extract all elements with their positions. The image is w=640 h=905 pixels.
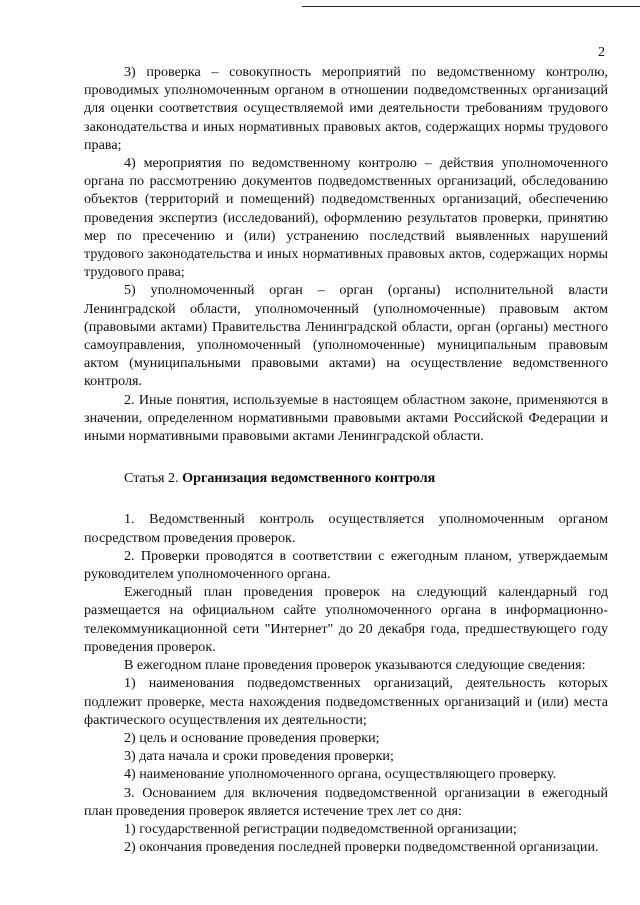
paragraph: 2. Проверки проводятся в соответствии с ежегодным планом, утверждаемым руководителем уполномоченного органа. <box>84 547 608 583</box>
list-item: 4) наименование уполномоченного органа, осуществляющего проверку. <box>124 766 557 783</box>
article-prefix: Статья 2. <box>124 470 179 487</box>
paragraph: В ежегодном плане проведения проверок указываются следующие сведения: <box>124 657 586 674</box>
paragraph: 3. Основанием для включения подведомственной организации в ежегодный план проведения проверок является истечение трех лет со дня: <box>84 784 608 819</box>
definition-4: 4) мероприятия по ведомственному контролю – действия уполномоченного органа по рассмотрению документов подведомственных организаций, обследованию объектов (территорий и помещений) подведомственных организаций, обеспечению проведения экспертиз (исследований), оформлению результатов проверки, принятию мер по пресечению и (или) устранению последствий выявленных нарушений трудового законодательства и иных нормативных правовых актов, содержащих нормы трудового права; <box>84 155 608 281</box>
other-concepts: 2. Иные понятия, используемые в настоящем областном законе, применяются в значении, определенном нормативными правовыми актами Российской Федерации и иными нормативными правовыми актами Ленинградской области. <box>84 391 608 445</box>
top-rule <box>302 6 640 7</box>
list-item: 1) государственной регистрации подведомственной организации; <box>124 820 517 837</box>
definition-3: 3) проверка – совокупность мероприятий по ведомственному контролю, проводимых уполномоченным органом в отношении подведомственных организаций для оценки соответствия осуществляемой ими деятельности требованиям трудового законодательства и иных нормативных правовых актов, содержащих нормы трудового права; <box>84 64 608 153</box>
list-item: 2) окончания проведения последней проверки подведомственной организации. <box>124 839 599 856</box>
list-item: 2) цель и основание проведения проверки; <box>124 729 380 746</box>
article-heading <box>84 469 608 487</box>
document-body <box>84 63 608 856</box>
list-item: 3) дата начала и сроки проведения проверки; <box>124 748 394 765</box>
page-number: 2 <box>598 45 605 60</box>
paragraph: 1. Ведомственный контроль осуществляется уполномоченным органом посредством проведения проверок. <box>84 511 608 546</box>
list-item: 1) наименования подведомственных организаций, деятельность которых подлежит проверке, места нахождения подведомственных организаций и (или) места фактического осуществления их деятельности; <box>84 675 608 728</box>
article-title: Организация ведомственного контроля <box>182 470 436 487</box>
paragraph: Ежегодный план проведения проверок на следующий календарный год размещается на официальном сайте уполномоченного органа в информационно-телекоммуникационной сети "Интернет" до 20 декабря года, предшествующего году проведения проверок. <box>84 584 608 655</box>
definition-5: 5) уполномоченный орган – орган (органы) исполнительной власти Ленинградской области, уполномоченный (уполномоченные) правовым актом (правовыми актами) Правительства Ленинградской области, орган (органы) местного самоуправления, уполномоченный (уполномоченные) муниципальным правовым актом (муниципальными правовыми актами) на осуществление ведомственного контроля. <box>84 282 608 390</box>
